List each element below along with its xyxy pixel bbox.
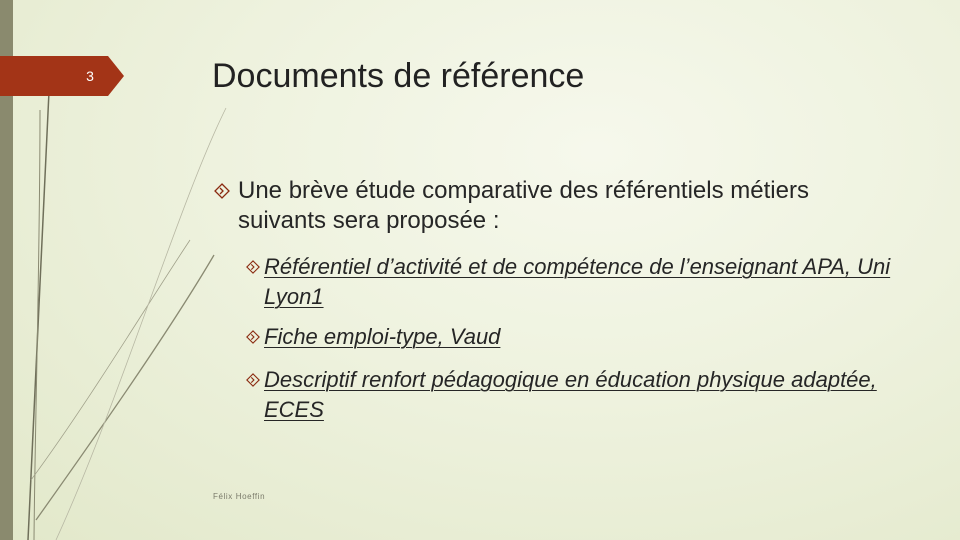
sub-bullet-2 [246,322,906,352]
main-bullet [214,176,834,236]
diamond-chevron-icon [214,183,230,199]
slide-number: 3 [86,68,94,84]
sub-bullet-3 [246,365,906,425]
sub-bullet-link[interactable]: Fiche emploi-type, Vaud [264,324,501,349]
footer-author: Félix Hoeffin [213,492,266,501]
sub-bullet-1 [246,252,906,312]
diamond-chevron-icon [246,373,260,387]
sub-bullet-link[interactable]: Descriptif renfort pédagogique en éducation physique adaptée, ECES [264,367,877,422]
slide-title: Documents de référence [212,57,585,95]
diamond-chevron-icon [246,260,260,274]
slide-number-tab [0,56,124,96]
diamond-chevron-icon [246,330,260,344]
main-bullet-text: Une brève étude comparative des référentiels métiers suivants sera proposée : [238,177,809,234]
sub-bullet-link[interactable]: Référentiel d’activité et de compétence de l’enseignant APA, Uni Lyon1 [264,254,891,309]
